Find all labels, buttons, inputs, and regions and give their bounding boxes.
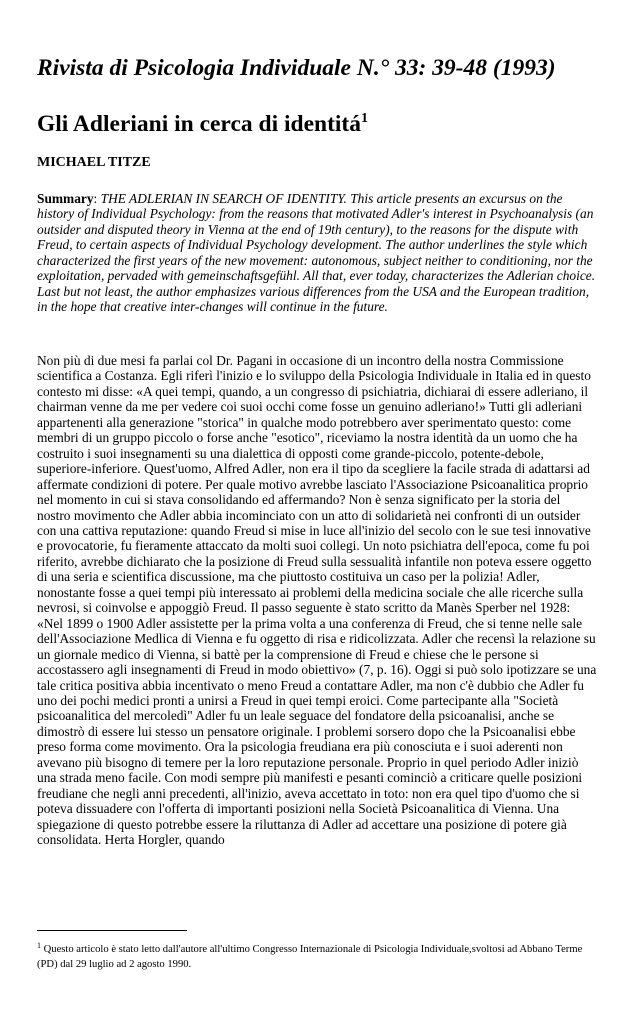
body-paragraph: Non più di due mesi fa parlai col Dr. Pagani in occasione di un incontro della nostra Commissione scientifica a Costanza. Egli riferì l'inizio e lo sviluppo della Psicologia Individuale in Italia ed in questo contesto mi disse: «A quei tempi, quando, a un congresso di psichiatria, dichiarai di essere adleriano, il chairman venne da me per vedere coi suoi occhi come fosse un genuino adleriano!» Tutti gli adleriani appartenenti alla generazione "storica" in qualche modo potrebbero aver sperimentato questo: come membri di un gruppo piccolo o forse anche "esotico", riceviamo la nostra identità da un uomo che ha costruito i suoi insegnamenti su una dialettica di opposti come grande-piccolo, potente-debole, superiore-inferiore. Quest'uomo, Alfred Adler, non era il tipo da scegliere la facile strada di adattarsi ad affermate condizioni di potere. Per quale motivo avrebbe lasciato l'Associazione Psicoanalitica proprio nel momento in cui si stava consolidando ed affermando? Non è senza significato per la storia del nostro movimento che Adler abbia incominciato con un atto di solidarietà nei confronti di un outsider con una cattiva reputazione: quando Freud si mise in luce all'inizio del secolo con le sue tesi innovative e provocatorie, fu fieramente attaccato da molti suoi collegi. Un noto psichiatra dell'epoca, come fu poi riferito, avrebbe dichiarato che la posizione di Freud sulla sessualità infantile non poteva essere oggetto di una seria e scientifica discussione, ma che piuttosto costituiva un caso per la polizia! Adler, nonostante fosse a quei tempi più interessato ai problemi della medicina sociale che alle ricerche sulla nevrosi, si coinvolse e appoggiò Freud. Il passo seguente è stato scritto da Manès Sperber nel 1928: «Nel 1899 o 1900 Adler assistette per la prima volta a una conferenza di Freud, che si tenne nelle sale dell'Associazione Medlica di Vienna e fu oggetto di risa e ridicolizzata. Adler che recensì la relazione su un giornale medico di Vienna, si battè per la comprensione di Freud e chiese che le persone si accostassero agli insegnamenti di Freud in modo obiettivo» (7, p. 16). Oggi si può solo ipotizzare se una tale critica positiva abbia incentivato o meno Freud a contattare Adler, ma non c'è dubbio che Adler fu uno dei pochi medici pronti a unirsi a Freud in quei tempi eroici. Come partecipante alla "Società psicoanalitica del mercoledì" Adler fu un leale seguace del fondatore della psicoanalisi, anche se dimostrò di essere lui stesso un pensatore originale. I problemi sorsero dopo che la Psicoanalisi ebbe preso forma come movimento. Ora la psicologia freudiana era più conosciuta e i suoi aderenti non avevano più bisogno di temere per la loro reputazione personale. Proprio in quel periodo Adler iniziò una strada meno facile. Con modi sempre più manifesti e pesanti cominciò a criticare quelle posizioni freudiane che negli anni precedenti, all'inizio, aveva accettato in toto: non era quel tipo d'uomo che si poteva dissuadere con l'offerta di importanti posizioni nella Società Psicoanalitica di Vienna. Una spiegazione di questo potrebbe essere la riluttanza di Adler ad accettare una posizione di potere già consolidata. Herta Horgler, quando xyxy=(37,353,597,848)
title-footnote-mark: 1 xyxy=(361,111,368,126)
summary-block xyxy=(37,191,597,315)
footnote-text: Questo articolo è stato letto dall'autore all'ultimo Congresso Internazionale di Psicologia Individuale,svoltosi ad Abbano Terme (PD) dal 29 luglio ad 2 agosto 1990. xyxy=(37,944,583,970)
article-title xyxy=(37,111,597,138)
summary-label: Summary xyxy=(37,191,94,206)
footnote-divider xyxy=(37,930,187,931)
author-name: MICHAEL TITZE xyxy=(37,155,151,170)
footnote-mark: 1 xyxy=(37,941,41,950)
article-title-text: Gli Adleriani in cerca di identitá xyxy=(37,111,361,137)
summary-colon: : xyxy=(93,191,98,206)
footnote xyxy=(37,938,597,972)
journal-title: Rivista di Psicologia Individuale N.° 33: 39-48 (1993) xyxy=(37,55,556,81)
summary-text: THE ADLERIAN IN SEARCH OF IDENTITY. This article presents an excursus on the history of Individual Psychology: from the reasons that motivated Adler's interest in Psychoanalysis (an outsider and disputed theory in Vienna at the end of 19th century), to the reasons for the dispute with Freud, to certain aspects of Individual Psychology development. The author underlines the style which characterized the first years of the new movement: autonomous, subject neither to conditioning, nor the exploitation, pervaded with gemeinschaftsgefühl. All that, ever today, characterizes the Adlerian choice. Last but not least, the author emphasizes various differences from the USA and the European tradition, in the hope that creative inter-changes will continue in the future. xyxy=(37,191,596,315)
